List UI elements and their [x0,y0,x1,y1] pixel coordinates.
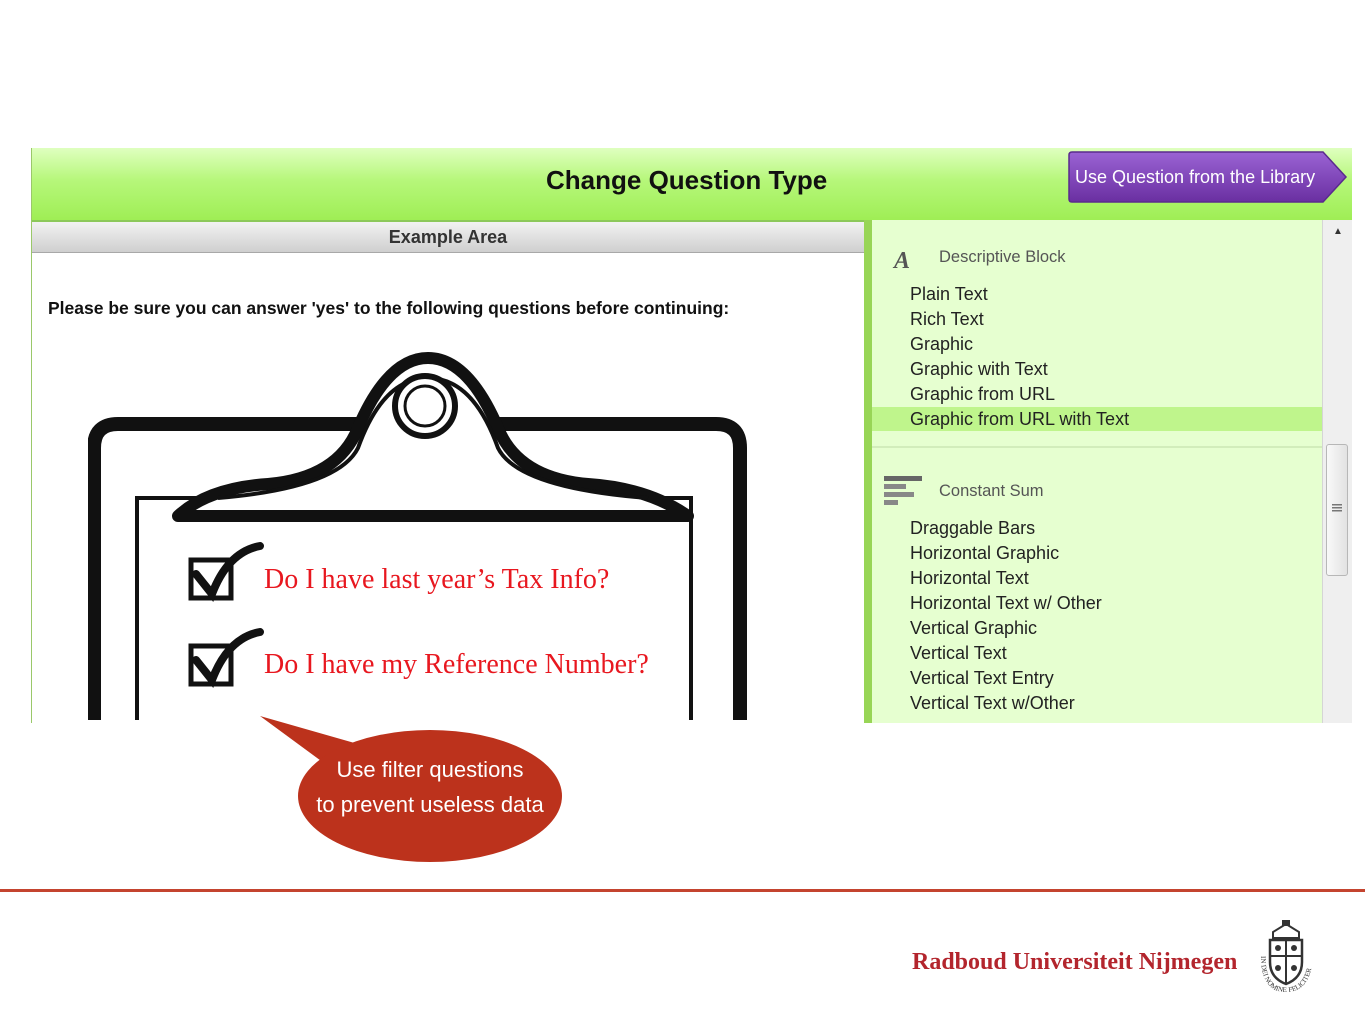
item-label: Horizontal Graphic [910,543,1060,563]
university-seal-logo [1255,920,1317,994]
svg-text:A: A [894,248,911,274]
section-separator [872,446,1322,448]
type-graphic[interactable] [872,332,1322,356]
type-horizontal-text[interactable] [872,566,1322,590]
item-label: Graphic with Text [910,359,1048,379]
example-area [32,253,864,723]
question-type-list [872,220,1322,723]
example-area-header: Example Area [32,222,864,253]
item-label: Draggable Bars [910,518,1036,538]
section-title: Descriptive Block [939,248,1066,266]
university-brand-name: Radboud Universiteit Nijmegen [912,949,1238,975]
section-header [872,468,1322,508]
use-question-from-library-button[interactable] [1068,151,1348,203]
grip-icon [1331,504,1343,512]
change-question-type-window [31,148,1352,723]
dialog-header [32,148,1352,222]
type-draggable-bars[interactable] [872,516,1322,540]
item-label: Vertical Text w/Other [910,693,1075,713]
item-label: Vertical Text Entry [910,668,1054,688]
type-horizontal-text-other[interactable] [872,591,1322,615]
question-reference-number: Do I have my Reference Number? [264,649,649,680]
scroll-up-arrow-icon[interactable]: ▲ [1333,226,1343,237]
footer-divider [0,889,1365,892]
callout-line-1: Use filter questions [336,757,524,782]
item-label: Plain Text [910,284,988,304]
item-label: Vertical Graphic [910,618,1038,638]
type-horizontal-graphic[interactable] [872,541,1322,565]
section-header [872,234,1322,274]
library-button-label: Use Question from the Library [1075,167,1316,187]
bars-icon [884,476,924,506]
question-tax-info: Do I have last year’s Tax Info? [264,564,610,595]
type-graphic-with-text[interactable] [872,357,1322,381]
item-label: Graphic from URL with Text [910,409,1130,429]
type-graphic-from-url-with-text[interactable] [872,407,1322,431]
type-vertical-text-other[interactable] [872,691,1322,715]
type-vertical-text-entry[interactable] [872,666,1322,690]
item-label: Graphic from URL [910,384,1056,404]
type-graphic-from-url[interactable] [872,382,1322,406]
panel-divider [864,220,872,723]
dialog-title: Change Question Type [546,165,828,195]
letter-a-icon [890,244,920,274]
callout-bubble [258,716,568,866]
type-rich-text[interactable] [872,307,1322,331]
scroll-thumb[interactable] [1326,444,1348,576]
type-vertical-text[interactable] [872,641,1322,665]
section-title: Constant Sum [939,482,1044,500]
example-prompt: Please be sure you can answer 'yes' to the following questions before continuing: [48,298,730,318]
callout-line-2: to prevent useless data [316,792,544,817]
seal-text: IN DEI NOMINE FELICITER [1258,955,1314,994]
type-plain-text[interactable] [872,282,1322,306]
item-label: Horizontal Text [910,568,1029,588]
item-label: Vertical Text [910,643,1007,663]
type-vertical-graphic[interactable] [872,616,1322,640]
item-label: Horizontal Text w/ Other [910,593,1102,613]
vertical-scrollbar[interactable] [1322,220,1352,723]
item-label: Rich Text [910,309,984,329]
item-label: Graphic [910,334,974,354]
